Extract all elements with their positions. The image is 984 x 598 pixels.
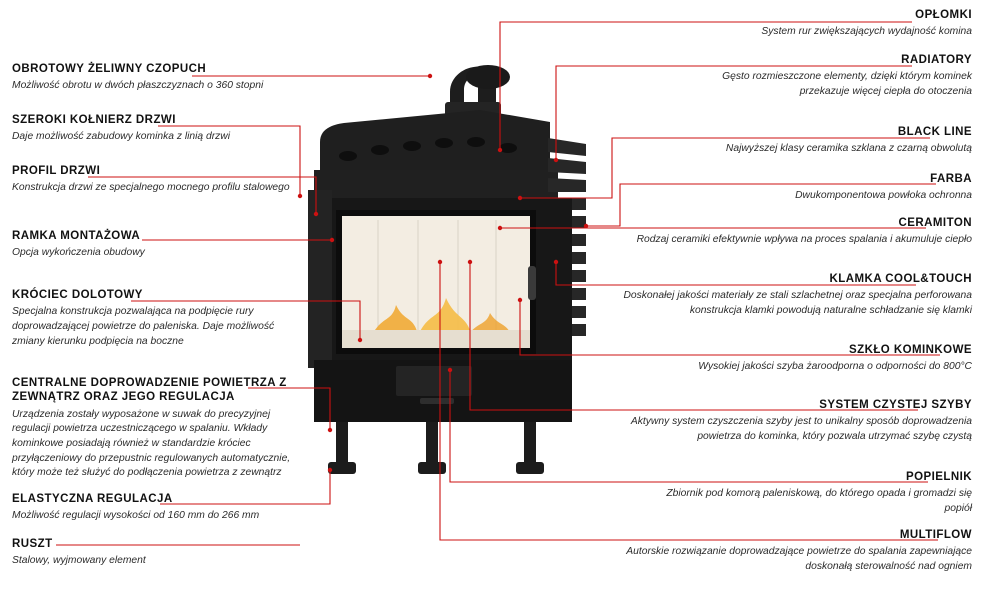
- callout-krociec-dolotowy: [12, 288, 302, 349]
- callout-title: SZEROKI KOŁNIERZ DRZWI: [12, 114, 176, 126]
- callout-popielnik: [642, 470, 972, 517]
- callout-desc: System rur zwiększających wydajność komina: [761, 26, 972, 38]
- callout-profil-drzwi: [12, 164, 302, 196]
- callout-desc: Autorskie rozwiązanie doprowadzające powietrze do spalania zapewniające doskonałą sterowalność nad ogniem: [626, 546, 972, 572]
- callout-desc: Doskonałej jakości materiały ze stali szlachetnej oraz specjalna perforowana konstrukcja klamki powodują naturalne schładzanie się klamki: [623, 290, 972, 316]
- adjustable-legs: [328, 422, 544, 474]
- callout-system-czystej-szyby: [612, 398, 972, 445]
- callout-desc: Daje możliwość zabudowy kominka z linią drzwi: [12, 131, 231, 143]
- callout-klamka-cool-and-touch: [612, 272, 972, 319]
- callout-farba: [682, 172, 972, 204]
- callout-desc: Urządzenia zostały wyposażone w suwak do precyzyjnej regulacji powietrza uczestniczącego w spalaniu. Wkłady kominkowe posiadają również w standardzie króciec przyłączeniowy do przepustnic regulowanych automatycznie, który może też służyć do podłączenia powietrza z zewnątrz: [12, 408, 291, 479]
- callout-title: RUSZT: [12, 538, 53, 550]
- door-handle: [528, 266, 536, 300]
- callout-title: OBROTOWY ŻELIWNY CZOPUCH: [12, 63, 207, 75]
- callout-ceramiton: [622, 216, 972, 248]
- callout-desc: Wysokiej jakości szyba żaroodporna o odporności do 800°C: [698, 361, 972, 373]
- callout-desc: Gęsto rozmieszczone elementy, dzięki którym kominek przekazuje więcej ciepła do otoczenia: [722, 71, 972, 97]
- callout-desc: Rodzaj ceramiki efektywnie wpływa na proces spalania i akumuluje ciepło: [636, 234, 972, 246]
- callout-radiatory: [682, 53, 972, 100]
- flue-pipe-icon: [445, 65, 510, 118]
- callout-szeroki-kolnierz-drzwi: [12, 113, 302, 145]
- callout-desc: Stalowy, wyjmowany element: [12, 555, 146, 567]
- callout-centralne-doprowadzenie-powietrza: [12, 376, 302, 481]
- callout-title: SYSTEM CZYSTEJ SZYBY: [819, 399, 972, 411]
- callout-title: RADIATORY: [901, 54, 972, 66]
- callout-title: RAMKA MONTAŻOWA: [12, 230, 141, 242]
- callout-multiflow: [622, 528, 972, 575]
- callout-title: MULTIFLOW: [899, 529, 972, 541]
- callout-ruszt: [12, 537, 302, 569]
- callout-title: OPŁOMKI: [915, 9, 972, 21]
- callout-title: CERAMITON: [898, 217, 972, 229]
- callout-title: BLACK LINE: [897, 126, 972, 138]
- callout-title: SZKŁO KOMINKOWE: [848, 344, 972, 356]
- callout-szklo-kominkowe: [632, 343, 972, 375]
- callout-title: POPIELNIK: [905, 471, 972, 483]
- callout-elastyczna-regulacja: [12, 492, 302, 524]
- callout-title: FARBA: [930, 173, 972, 185]
- callout-oplomki: [682, 8, 972, 40]
- fireplace-illustration: [300, 30, 630, 505]
- callout-desc: Konstrukcja drzwi ze specjalnego mocnego profilu stalowego: [12, 182, 290, 194]
- callout-desc: Dwukomponentowa powłoka ochronna: [795, 190, 972, 202]
- callout-title: CENTRALNE DOPROWADZENIE POWIETRZA Z ZEWNĄTRZ ORAZ JEGO REGULACJA: [12, 377, 287, 404]
- callout-title: PROFIL DRZWI: [12, 165, 101, 177]
- callout-desc: Najwyższej klasy ceramika szklana z czarną obwolutą: [725, 143, 972, 155]
- fireplace-svg: [300, 30, 630, 505]
- callout-title: KRÓCIEC DOLOTOWY: [12, 289, 143, 301]
- callout-desc: Zbiornik pod komorą paleniskową, do którego opada i gromadzi się popiół: [666, 488, 972, 514]
- callout-desc: Możliwość obrotu w dwóch płaszczyznach o 360 stopni: [12, 80, 264, 92]
- callout-desc: Możliwość regulacji wysokości od 160 mm do 266 mm: [12, 510, 260, 522]
- callout-black-line: [682, 125, 972, 157]
- callout-ramka-montazowa: [12, 229, 302, 261]
- callout-desc: Aktywny system czyszczenia szyby jest to unikalny sposób doprowadzenia powietrza do kominka, który pozwala utrzymać szybę czystą: [630, 416, 972, 442]
- callout-desc: Opcja wykończenia obudowy: [12, 247, 145, 259]
- callout-title: KLAMKA COOL&TOUCH: [829, 273, 972, 285]
- callout-obrotowy-zeliwny-czopuch: [12, 62, 302, 94]
- callout-title: ELASTYCZNA REGULACJA: [12, 493, 173, 505]
- ash-pan-drawer: [396, 366, 472, 396]
- callout-desc: Specjalna konstrukcja pozwalająca na podpięcie rury doprowadzającej powietrze do paleniska. Daje możliwość zmiany kierunku podpięcia na boczne: [12, 306, 275, 347]
